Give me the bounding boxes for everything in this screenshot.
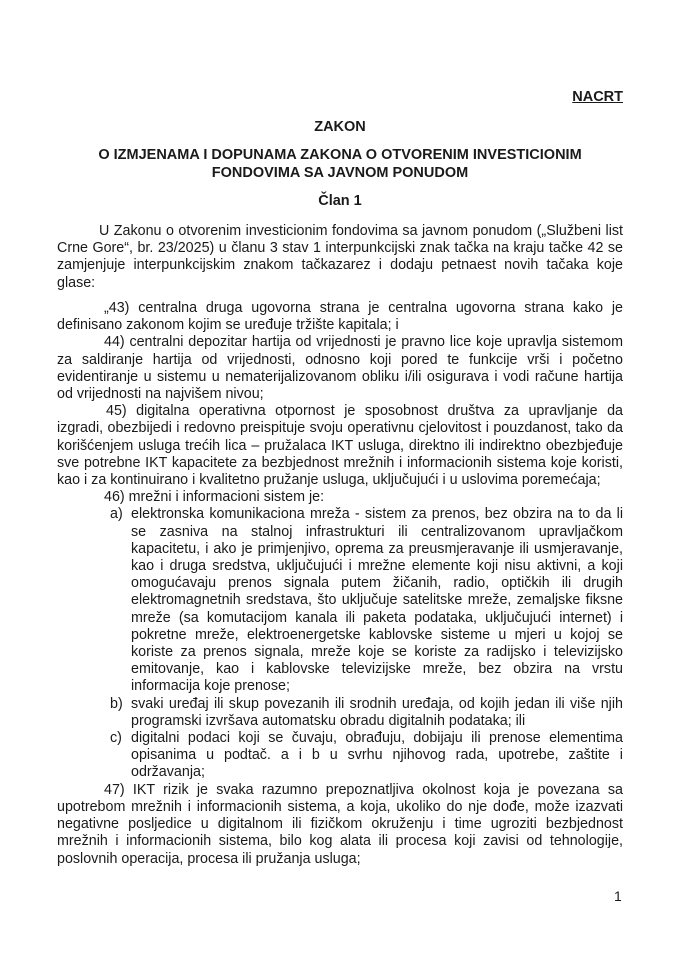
law-subtitle [57, 146, 623, 182]
intro-paragraph [57, 223, 623, 292]
sublist-item-a [57, 506, 623, 695]
item-43: „43) centralna druga ugovorna strana je centralna ugovorna strana kako je definisano zakonom kojim se uređuje tržište kapitala; i [57, 300, 623, 334]
intro-text: U Zakonu o otvorenim investicionim fondovima sa javnom ponudom („Službeni list Crne Gore“, br. 23/2025) u članu 3 stav 1 interpunkcijski znak tačka na kraju tačke 42 se zamjenjuje interpunkcijskim znakom tačkazarez i dodaju petnaest novih tačaka koje glase: [57, 223, 623, 291]
law-subtitle-line1: O IZMJENAMA I DOPUNAMA ZAKONA O OTVORENIM INVESTICIONIM [98, 147, 582, 163]
sublist-text: svaki uređaj ili skup povezanih ili srodnih uređaja, od kojih jedan ili više njih programski izvršava automatsku obradu digitalnih podataka; ili [131, 695, 623, 729]
item-46: 46) mrežni i informacioni sistem je: [104, 489, 325, 506]
sublist-marker: c) [110, 730, 122, 747]
item-44: 44) centralni depozitar hartija od vrijednosti je pravno lice koje upravlja sistemom za saldiranje hartija od vrijednosti, odnosno koji pored te funkcije vrši i početno evidentiranje u sistemu u nematerijalizovanom obliku i/ili osigurava i vodi račune hartija od vrijednosti na najvišem nivou; [57, 334, 623, 403]
sublist-marker: b) [110, 695, 123, 712]
law-subtitle-line2: FONDOVIMA SA JAVNOM PONUDOM [211, 165, 469, 181]
sublist-marker: a) [110, 506, 123, 523]
item-47: 47) IKT rizik je svaka razumno prepoznatljiva okolnost koja je povezana sa upotrebom mrežnih i informacionih sistema, a koja, ukoliko do nje dođe, može izazvati negativne posljedice u digitalnom ili fizičkom okruženju i time ugroziti bezbjednost mrežnih i informacionih sistema, bilo kog alata ili procesa koji zavisi od tehnologije, poslovnih operacija, procesa ili pružanja usluga; [57, 781, 623, 867]
page-number: 1 [614, 888, 622, 904]
sublist-item-b [57, 696, 623, 730]
item-45: 45) digitalna operativna otpornost je sposobnost društva za upravljanje da izgradi, obezbijedi i redovno preispituje svoju operativnu cjelovitost i pouzdanost, tako da korišćenjem usluga trećih lica – pružalaca IKT usluga, direktno ili indirektno obezbjeđuje sve potrebne IKT kapacitete za bezbjednost mrežnih i informacionih sistema koje koristi, kao i za kontinuirano i kvalitetno pružanje usluga, uključujući i u uslovima poremećaja; [57, 403, 623, 489]
sublist-item-c [57, 730, 623, 782]
article-heading: Član 1 [318, 193, 362, 209]
law-title: ZAKON [314, 119, 366, 135]
draft-label: NACRT [572, 89, 623, 105]
sublist-text: digitalni podaci koji se čuvaju, obrađuju, dobijaju ili prenose elementima opisanima u podtač. a i b u svrhu njihovog rada, upotrebe, zaštite i održavanja; [131, 730, 623, 781]
definitions-block [57, 300, 623, 868]
item-46-sublist [57, 506, 623, 781]
sublist-text: elektronska komunikaciona mreža - sistem za prenos, bez obzira na to da li se zasniva na stalnoj infrastrukturi ili centralizovanom upravljačkom kapacitetu, i ako je primjenjivo, oprema za preusmjeravanje ili usmjeravanje, kao i druga sredstva, uključujući i mrežne elemente koji nisu aktivni, a koji omogućavaju prenos signala putem žičanih, radio, optičkih ili drugih elektromagnetnih sredstava, što uključuje satelitske mreže, zemaljske fiksne mreže (sa komutacijom kanala ili paketa podataka, uključujući internet) i pokretne mreže, elektroenergetske kablovske sisteme u mjeri u kojoj se koriste za prenos signala, mreže koje se koriste za radijsko i televizijsko emitovanje, kao i kablovske televizijske mreže, bez obzira na vrstu informacija koje prenose; [131, 506, 623, 695]
